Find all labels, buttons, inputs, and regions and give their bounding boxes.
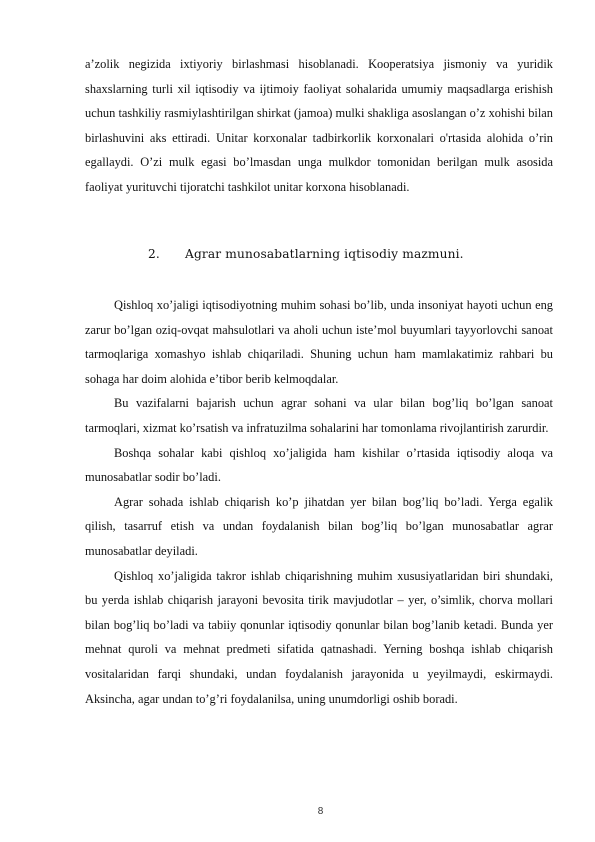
section-title: Agrar munosabatlarning iqtisodiy mazmuni. [185, 247, 464, 261]
section-heading [148, 247, 464, 261]
body-paragraph: Bu vazifalarni bajarish uchun agrar sohani va ular bilan bog’liq bo’lgan sanoat tarmoqlari, xizmat ko’rsatish va infratuzilma sohalarini har tomonlama rivojlantirish zarurdir. [85, 396, 553, 435]
body-paragraph: Boshqa sohalar kabi qishloq xo’jaligida ham kishilar o’rtasida iqtisodiy aloqa va munosabatlar sodir bo’ladi. [85, 445, 553, 485]
intro-paragraph: a’zolik negizida ixtiyoriy birlashmasi hisoblanadi. Kooperatsiya jismoniy va yuridik shaxslarning turli xil iqtisodiy va ijtimoiy faoliyat sohalarida umumiy maqsadlarga erishish uchun tashkiliy rasmiylashtirilgan shirkat (jamoa) mulki shakliga asoslangan o’z xohishi bilan birlashuvini aks ettiradi. Unitar korxonalar tadbirkorlik korxonalari o'rtasida alohida o’rin egallaydi. O’zi mulk egasi bo’lmasdan unga mulkdor tomonidan berilgan mulk asosida faoliyat yurituvchi tijoratchi tashkilot unitar korxona hisoblanadi. [85, 57, 553, 194]
section-body [85, 293, 553, 711]
section-number: 2. [148, 247, 160, 261]
body-paragraph: Qishloq xo’jaligi iqtisodiyotning muhim sohasi bo’lib, unda insoniyat hayoti uchun eng zarur bo’lgan oziq-ovqat mahsulotlari va aholi uchun iste’mol buyumlari tayyorlovchi sanoat tarmoqlariga xomashyo ishlab chiqariladi. Shuning uchun ham mamlakatimiz rahbari bu sohaga har doim alohida e’tibor berib kelmoqdalar. [85, 298, 553, 386]
body-paragraph: Agrar sohada ishlab chiqarish ko’p jihatdan yer bilan bog’liq bo’ladi. Yerga egalik qilish, tasarruf etish va undan foydalanish bilan bog’liq bo’lgan munosabatlar agrar munosabatlar deyiladi. [85, 494, 553, 558]
intro-text-block [85, 52, 553, 200]
body-paragraph: Qishloq xo’jaligida takror ishlab chiqarishning muhim xususiyatlaridan biri shundaki, bu yerda ishlab chiqarish jarayoni bevosita tirik mavjudotlar – yer, o’simlik, chorva mollari bilan bog’liq bo’ladi va tabiiy qonunlar iqtisodiy qonunlar bilan bog’lanib ketadi. Bunda yer mehnat quroli va mehnat predmeti sifatida qatnashadi. Yerning boshqa ishlab chiqarish vositalaridan farqi shundaki, undan foydalanish jarayonida u yeyilmaydi, eskirmaydi. Aksincha, agar undan to’g’ri foydalanilsa, uning unumdorligi oshib boradi. [85, 568, 553, 706]
page-number: 8 [317, 806, 324, 817]
